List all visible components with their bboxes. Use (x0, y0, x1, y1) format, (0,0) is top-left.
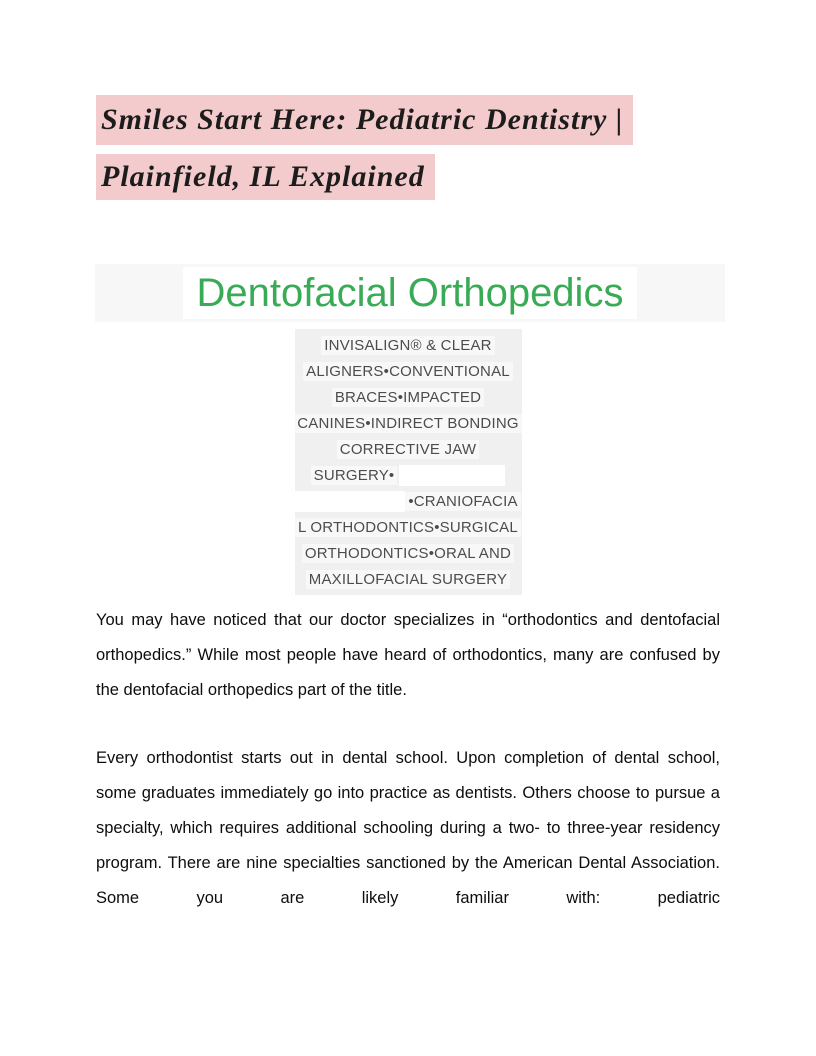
body-paragraph-1: You may have noticed that our doctor specializes in “orthodontics and dentofacial orthopedics.” While most people have heard of orthodontics, many are confused by the dentofacial orthopedics part of the title. (96, 611, 720, 699)
services-line (295, 566, 522, 592)
services-line-text: BRACES•IMPACTED (332, 388, 484, 407)
redaction-box (399, 465, 505, 486)
services-line (295, 384, 522, 410)
services-line-text: SURGERY• (311, 466, 398, 485)
services-line (295, 540, 522, 566)
services-line (295, 410, 522, 436)
redaction-box (295, 491, 405, 512)
services-line-text: ORTHODONTICS•ORAL AND (302, 544, 514, 563)
services-line-text: INVISALIGN® & CLEAR (321, 336, 494, 355)
services-line (295, 514, 522, 540)
section-heading-banner (95, 264, 725, 322)
services-line (295, 462, 522, 488)
section-heading: Dentofacial Orthopedics (183, 267, 638, 319)
post-title-line-1 (96, 95, 720, 145)
title-highlight-2: Plainfield, IL Explained (96, 154, 435, 200)
services-line (295, 436, 522, 462)
services-line-text: ALIGNERS•CONVENTIONAL (303, 362, 513, 381)
services-line-text: •CRANIOFACIA (405, 492, 520, 511)
body-copy (96, 603, 720, 916)
post-title-line-2 (96, 154, 720, 200)
title-highlight-1: Smiles Start Here: Pediatric Dentistry | (96, 95, 633, 145)
services-line-text: L ORTHODONTICS•SURGICAL (295, 518, 521, 537)
body-paragraph-2: Every orthodontist starts out in dental school. Upon completion of dental school, some graduates immediately go into practice as dentists. Others choose to pursue a specialty, which requires additional schooling during a two- to three-year residency program. There are nine specialties sanctioned by the American Dental Association. Some you are likely familiar with: pediatric (96, 749, 720, 907)
services-line (295, 332, 522, 358)
services-line (295, 488, 522, 514)
post-title (96, 95, 720, 200)
services-line-text: MAXILLOFACIAL SURGERY (306, 570, 510, 589)
services-line (295, 358, 522, 384)
services-line-text: CORRECTIVE JAW (337, 440, 479, 459)
services-line-text: CANINES•INDIRECT BONDING (294, 414, 521, 433)
services-panel (295, 329, 522, 595)
